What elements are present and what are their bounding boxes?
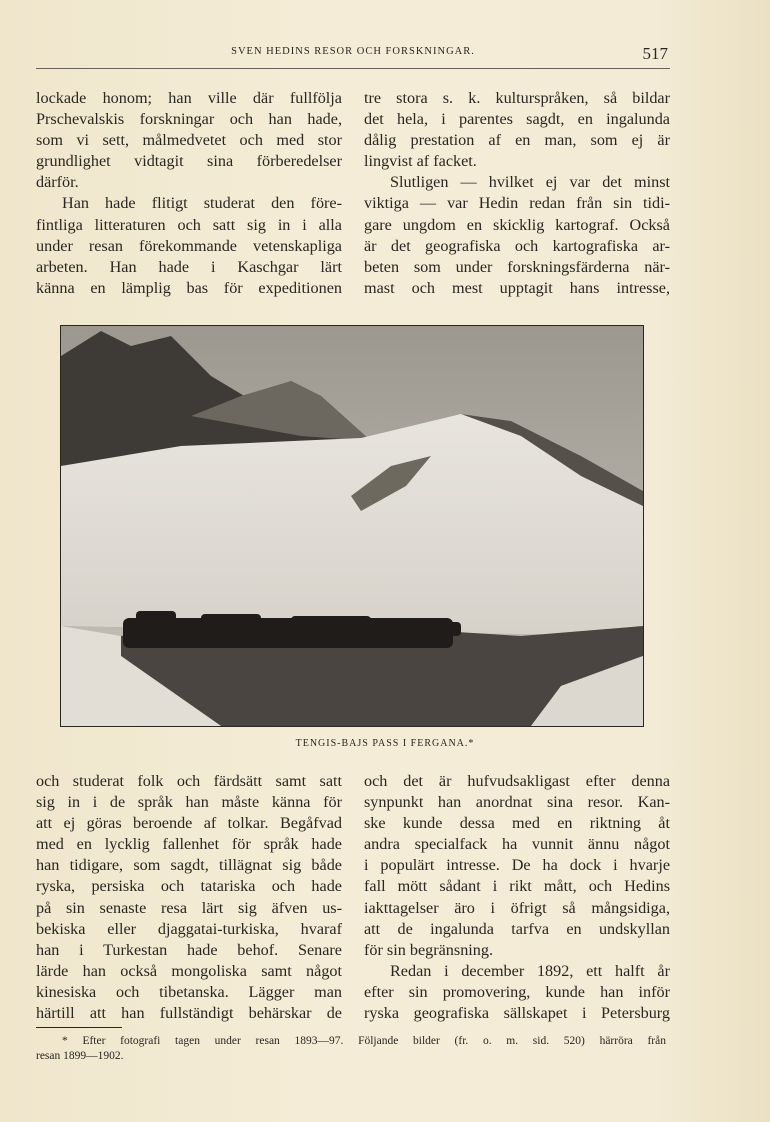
text-line: fall mött sådant i rikt mått, och Hedins <box>364 877 670 896</box>
text-line: andra specialfack ha vunnit ännu något <box>364 835 670 854</box>
photo-illustration <box>61 326 643 726</box>
text-line: härtill att han fullständigt behärskar de <box>36 1004 342 1023</box>
text-line: kinesiska och tibetanska. Lägger man <box>36 982 342 1001</box>
running-title: SVEN HEDINS RESOR OCH FORSKNINGAR. <box>231 46 475 57</box>
mountain-pass-photograph <box>60 325 644 727</box>
text-line: på sin senaste resa lärt sig äfven us- <box>36 898 342 917</box>
figure-caption: TENGIS-BAJS PASS I FERGANA.* <box>295 738 475 749</box>
text-line: gare ungdom en skicklig kartograf. Också <box>364 215 670 234</box>
text-line: som vi sett, målmedvetet och med stor <box>36 131 342 150</box>
text-line: Redan i december 1892, ett halft år <box>390 961 670 980</box>
text-line: synpunkt han anordnat sina resor. Kan- <box>364 793 670 812</box>
text-line: iakttagelser äro i öfrigt så mångsidiga, <box>364 898 670 917</box>
top-right-column <box>364 88 670 299</box>
text-line: bekiska eller djaggatai-turkiska, hvaraf <box>36 919 342 938</box>
text-line: sig in i de språk han måste känna för <box>36 793 342 812</box>
text-line: dålig prestation af en man, som ej är <box>364 131 670 150</box>
text-line: lingvist af facket. <box>364 152 477 171</box>
text-line: beten som under forskningsfärderna när- <box>364 257 670 276</box>
text-line: för sin begränsning. <box>364 940 494 959</box>
text-line: att de ingalunda tarfva en undskyllan <box>364 919 670 938</box>
bottom-left-column <box>36 771 342 1024</box>
text-line: arbeten. Han hade i Kaschgar lärt <box>36 257 342 276</box>
text-line: Han hade flitigt studerat den före- <box>62 194 342 213</box>
text-line: är det geografiska och kartografiska ar- <box>364 236 670 255</box>
text-line: mast och mest upptagit hans intresse, <box>364 278 670 297</box>
text-line: känna en lämplig bas för expeditionen <box>36 278 342 297</box>
text-line: han tidigare, som sagdt, tillägnat sig både <box>36 856 342 875</box>
text-line: därför. <box>36 173 79 192</box>
text-line: och studerat folk och färdsätt samt satt <box>36 772 342 790</box>
text-line: lockade honom; han ville där fullfölja <box>36 89 342 107</box>
text-line: fintliga litteraturen och satt sig in i alla <box>36 215 342 234</box>
text-line: i populärt intresse. De ha dock i hvarje <box>364 856 670 875</box>
text-line: ryska geografiska sällskapet i Petersburg <box>364 1004 670 1023</box>
text-line: efter sin promovering, kunde han inför <box>364 982 670 1001</box>
page-header <box>36 44 670 69</box>
page-number: 517 <box>642 44 668 63</box>
text-line: under resan förekommande vetenskapliga <box>36 236 342 255</box>
footnote-rule <box>36 1027 122 1028</box>
footnote-line: resan 1899—1902. <box>36 1050 124 1062</box>
footnote-line: * Efter fotografi tagen under resan 1893—97. Följande bilder (fr. o. m. sid. 520) härröra från <box>62 1035 666 1047</box>
text-line: lärde han också mongoliska samt något <box>36 961 342 980</box>
text-line: han i Turkestan hade behof. Senare <box>36 940 342 959</box>
footnote <box>36 1034 666 1064</box>
bottom-right-column <box>364 771 670 1024</box>
text-line: grundlighet vidtagit sina förberedelser <box>36 152 342 171</box>
text-line: Prschevalskis forskningar och han hade, <box>36 110 342 129</box>
text-line: och det är hufvudsakligast efter denna <box>364 772 670 790</box>
text-line: tre stora s. k. kulturspråken, så bildar <box>364 89 670 107</box>
text-line: Slutligen — hvilket ej var det minst <box>390 173 670 192</box>
text-line: det hela, i parentes sagdt, en ingalunda <box>364 110 670 129</box>
text-line: att ej göras beroende af tolkar. Begåfvad <box>36 814 342 833</box>
text-line: viktiga — var Hedin redan från sin tidi- <box>364 194 670 213</box>
text-line: ryska, persiska och tatariska och hade <box>36 877 342 896</box>
top-left-column <box>36 88 342 299</box>
text-line: med en lycklig fallenhet för språk hade <box>36 835 342 854</box>
text-line: ske kunde dessa med en riktning åt <box>364 814 670 833</box>
